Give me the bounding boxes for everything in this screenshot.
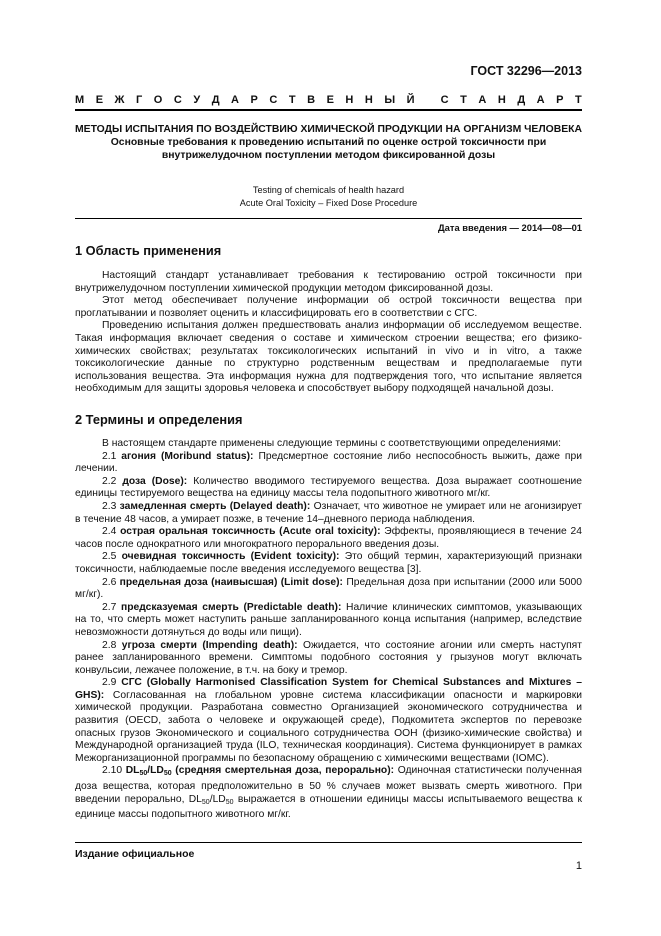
- banner-letter: Т: [288, 94, 296, 106]
- term-definition: Согласованная на глобальном уровне система классификации опасности и маркировки химической продукции. Разработана совместно Организацией экономического сотрудничества и развития (OECD, забота о человеке и окружающей среде), Подкомитета экспертов по перевозке опасных грузов Экономического и социального сотрудничества ООН (физико-химические свойства) и Международной организацией труда (ILO, техническая координация). Система функционирует в рамках Межорганизационной программы по безопасному обращению с химическими веществами (IOMC).: [75, 689, 582, 764]
- banner-letter: Н: [364, 94, 373, 106]
- term-title: предсказуемая смерть (Predictable death):: [120, 601, 342, 613]
- term-title: доза (Dose):: [122, 475, 188, 487]
- title-sub: Основные требования к проведению испытаний по оценке острой токсичности при внутрижелудочном поступлении методом фиксированной дозы: [110, 136, 547, 161]
- term-title: очевидная токсичность (Evident toxicity):: [121, 551, 340, 563]
- banner-letter: Д: [517, 94, 526, 106]
- section-2-heading: 2 Термины и определения: [75, 412, 243, 427]
- term-definition: Это общий термин, характеризующий признаки токсичности, наблюдаемые после введения исследуемого вещества [3].: [75, 551, 582, 575]
- term-number: 2.10: [102, 765, 123, 777]
- term-definition: Предсмертное состояние либо неспособность выжить, даже при лечении.: [75, 450, 582, 475]
- banner-letter: Г: [136, 94, 143, 106]
- banner-letter: Ж: [114, 94, 125, 106]
- banner-letter: С: [269, 94, 278, 106]
- banner-letter: Н: [497, 94, 506, 106]
- term-definition: Одиночная статистически полученная доза вещества, которая предположительно в 50 % случаев может вызвать смерть животного. При введении перорально, $DL_{50}/LD_{50}$ выражается в отношении единицы массы испытываемого вещества к единице массы подопытного животного мг/кг.: [75, 765, 582, 821]
- term-title: СГС (Globally Harmonised Classification System for Chemical Substances and Mixtures – GHS):: [75, 677, 582, 701]
- term-title: замедленная смерть (Delayed death):: [119, 500, 311, 512]
- term-number: 2.9: [102, 677, 117, 689]
- term-definition: Наличие клинических симптомов, указывающих на то, что смерть может наступить раньше запланированного конца испытания (например, вследствие невозможности дотянуться до воды или пищи).: [75, 601, 582, 638]
- english-title: [75, 184, 582, 209]
- s2-intro: В настоящем стандарте применены следующие термины с соответствующими определениями:: [102, 438, 562, 449]
- official-edition-label: Издание официальное: [75, 848, 195, 860]
- banner-letter: Н: [345, 94, 354, 106]
- banner-letter: Й: [406, 94, 415, 106]
- title-main: МЕТОДЫ ИСПЫТАНИЯ ПО ВОЗДЕЙСТВИЮ ХИМИЧЕСКОЙ ПРОДУКЦИИ НА ОРГАНИЗМ ЧЕЛОВЕКА: [75, 124, 583, 135]
- term-number: 2.7: [102, 601, 117, 613]
- term-number: 2.2: [102, 475, 117, 487]
- s1-paragraph-3: Проведению испытания должен предшествовать анализ информации об исследуемом веществе. Такая информация включает сведения о составе и химическом строении вещества; его физико-химических свойствах; результатах токсикологических испытаний in vivo и in vitro, а также токсикологические данные по структурно родственным веществам и предполагаемые пути использования вещества. Эта информация нужна для подтверждения того, что испытание является необходимым для защиты здоровья человека и способствует выбору подходящей начальной дозы.: [75, 320, 582, 395]
- banner-letter: А: [536, 94, 545, 106]
- term-title: угроза смерти (Impending death):: [121, 639, 298, 651]
- term-title: предельная доза (наивысшая) (Limit dose):: [119, 576, 343, 588]
- banner-letter: Е: [95, 94, 104, 106]
- term-number: 2.3: [102, 500, 117, 512]
- term-number: 2.6: [102, 576, 117, 588]
- introduction-date: Дата введения — 2014—08—01: [75, 218, 582, 233]
- term-definition: Ожидается, что состояние агонии или смерть наступят ранее запланированного времени. Симптомы подобного состояния у грызунов могут включать конвульсии, лежачее положение, в т.ч. на боку и тремор.: [75, 639, 582, 676]
- banner-letter: Ы: [384, 94, 396, 106]
- term-number: 2.8: [102, 639, 117, 651]
- banner-letter: М: [75, 94, 85, 106]
- banner-letter: Д: [211, 94, 220, 106]
- term-number: 2.5: [102, 551, 117, 563]
- banner-letter: А: [478, 94, 487, 106]
- standard-code: ГОСТ 32296—2013: [470, 64, 582, 78]
- banner-letter: Р: [250, 94, 258, 106]
- standard-banner: [75, 94, 582, 111]
- banner-letter: В: [307, 94, 316, 106]
- term-number: 2.4: [102, 526, 117, 538]
- term-title: агония (Moribund status):: [121, 450, 254, 462]
- term-definition: Эффекты, проявляющиеся в течение 24 часов после однократного или многократного перорального введения дозы.: [75, 526, 582, 550]
- footer-divider: [75, 842, 582, 843]
- banner-letter: С: [173, 94, 182, 106]
- banner-letter: У: [193, 94, 201, 106]
- banner-letter: Е: [326, 94, 334, 106]
- term-definition: Предельная доза при испытании (2000 или 5000 мг/кг).: [75, 576, 582, 601]
- term-definition: Означает, что животное не умирает или не агонизирует в течение 48 часов, а умирает позже, в течение 14–дневного периода наблюдения.: [75, 500, 582, 525]
- term-definition: Количество вводимого тестируемого вещества. Доза выражает соотношение единицы тестируемого вещества на единицу массы тела подопытного животного мг/кг.: [75, 475, 582, 500]
- section-1-body: [75, 270, 582, 396]
- term-number: 2.1: [102, 450, 117, 462]
- banner-letter: О: [153, 94, 163, 106]
- term-title: $DL_{50}/LD_{50}$ (средняя смертельная доза, перорально):: [125, 765, 395, 778]
- s1-paragraph-1: Настоящий стандарт устанавливает требования к тестированию острой токсичности при внутрижелудочном поступлении химической продукции методом фиксированной дозы.: [75, 270, 582, 294]
- s1-paragraph-2: Этот метод обеспечивает получение информации об острой токсичности вещества при проглатывании и позволяет оценить и классифицировать его в соответствии с СГС.: [75, 295, 582, 319]
- section-1-heading: 1 Область применения: [75, 243, 222, 258]
- english-title-line1: Testing of chemicals of health hazard: [252, 185, 405, 195]
- term-title: острая оральная токсичность (Acute oral toxicity):: [120, 526, 381, 538]
- english-title-line2: Acute Oral Toxicity – Fixed Dose Procedure: [239, 197, 418, 208]
- banner-letter: А: [231, 94, 239, 106]
- section-2-body: [75, 438, 582, 822]
- banner-gap: [426, 94, 429, 106]
- document-title: [75, 124, 582, 162]
- banner-letter: Р: [556, 94, 564, 106]
- banner-letter: С: [440, 94, 449, 106]
- banner-letter: Т: [575, 94, 582, 106]
- banner-letter: Т: [460, 94, 467, 106]
- page-number: 1: [575, 860, 582, 872]
